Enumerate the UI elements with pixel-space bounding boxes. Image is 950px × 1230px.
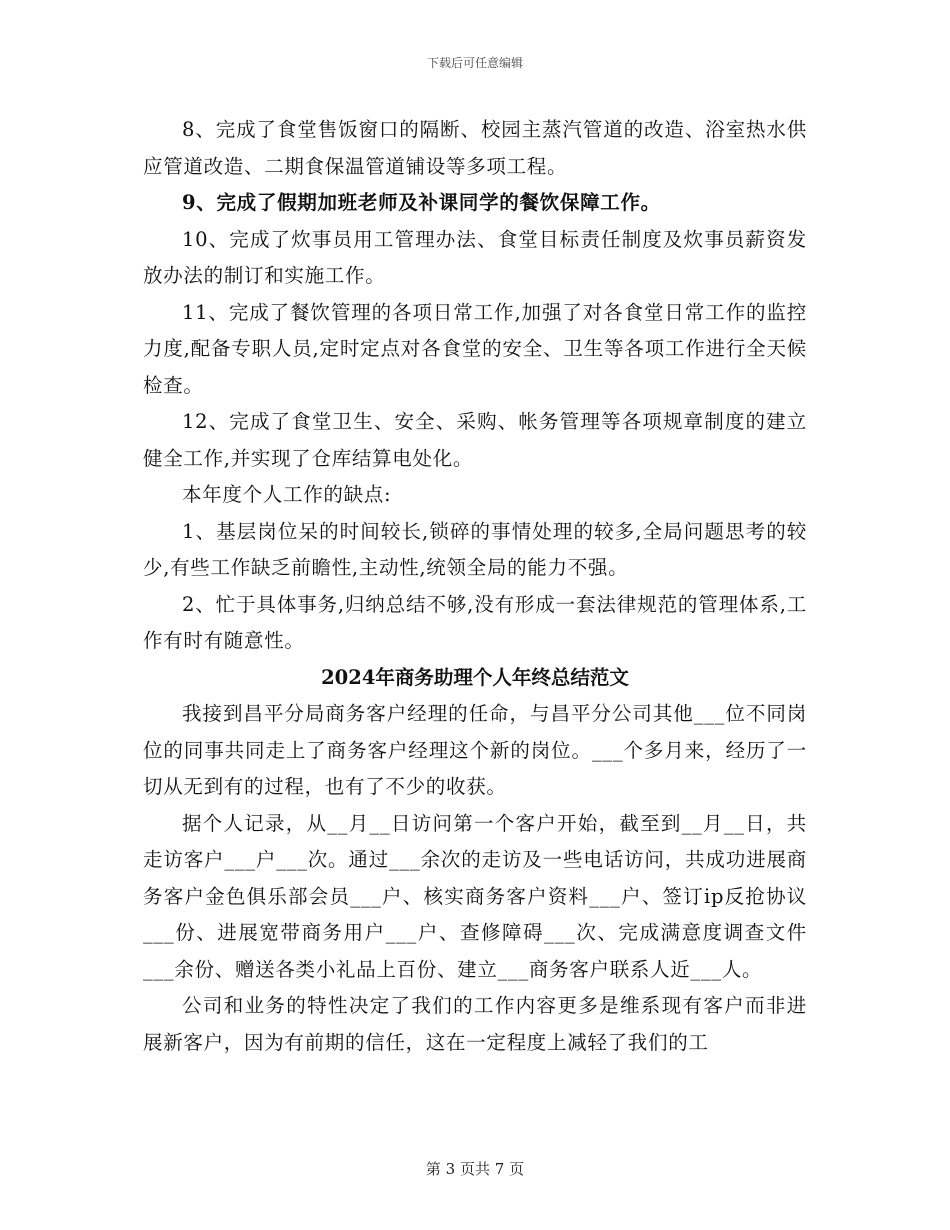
paragraph: 8、完成了食堂售饭窗口的隔断、校园主蒸汽管道的改造、浴室热水供应管道改造、二期食保温管道铺设等多项工程。 [143, 118, 807, 178]
paragraph: 公司和业务的特性决定了我们的工作内容更多是维系现有客户而非进展新客户，因为有前期的信任，这在一定程度上减轻了我们的工 [143, 994, 807, 1054]
page-header-note: 下载后可任意编辑 [426, 56, 523, 70]
document-body [143, 112, 807, 1061]
paragraph: 据个人记录，从__月__日访问第一个客户开始，截至到__月__日，共走访客户___户___次。通过___余次的走访及一些电话访问，共成功进展商务客户金色俱乐部会员___户、核实商务客户资料___户、签订ip反抢协议___份、进展宽带商务用户___户、查修障碍___次、完成满意度调查文件___余份、赠送各类小礼品上百份、建立___商务客户联系人近___人。 [143, 811, 807, 981]
paragraph: 我接到昌平分局商务客户经理的任命，与昌平分公司其他___位不同岗位的同事共同走上了商务客户经理这个新的岗位。___个多月来，经历了一切从无到有的过程，也有了不少的收获。 [143, 702, 807, 798]
paragraph-bold: 9、完成了假期加班老师及补课同学的餐饮保障工作。 [182, 191, 661, 214]
paragraph: 2、忙于具体事务,归纳总结不够,没有形成一套法律规范的管理体系,工作有时有随意性。 [143, 592, 807, 652]
paragraph: 12、完成了食堂卫生、安全、采购、帐务管理等各项规章制度的建立健全工作,并实现了仓库结算电处化。 [143, 410, 807, 470]
paragraph: 10、完成了炊事员用工管理办法、食堂目标责任制度及炊事员薪资发放办法的制订和实施工作。 [143, 227, 807, 287]
paragraph: 1、基层岗位呆的时间较长,锁碎的事情处理的较多,全局问题思考的较少,有些工作缺乏前瞻性,主动性,统领全局的能力不强。 [143, 519, 807, 579]
section-title: 2024年商务助理个人年终总结范文 [321, 665, 629, 689]
page-number-footer: 第 3 页共 7 页 [425, 1160, 525, 1178]
paragraph: 11、完成了餐饮管理的各项日常工作,加强了对各食堂日常工作的监控力度,配备专职人员,定时定点对各食堂的安全、卫生等各项工作进行全天候检查。 [143, 300, 807, 397]
paragraph: 本年度个人工作的缺点: [182, 483, 392, 506]
